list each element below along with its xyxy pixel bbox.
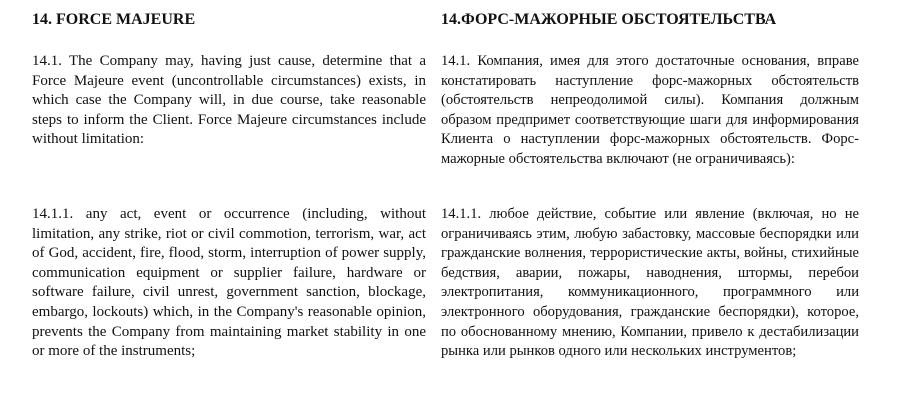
clause-14-1-1-en: 14.1.1. any act, event or occurrence (including, without limitation, any strike, riot or civil commotion, terrorism, war, act of God, accident, fire, flood, storm, interruption of power supply, communication equipment or supplier failure, hardware or software failure, civil unrest, government sanction, blockage, embargo, lockouts) which, in the Company's reasonable opinion, prevents the Company from maintaining market stability in one or more of the instruments; bbox=[32, 206, 426, 360]
section-heading-en: 14. FORCE MAJEURE bbox=[32, 11, 196, 28]
section-heading-ru: 14.ФОРС-МАЖОРНЫЕ ОБСТОЯТЕЛЬСТВА bbox=[441, 11, 777, 28]
clause-14-1-1-ru: 14.1.1. любое действие, событие или явление (включая, но не ограничиваясь этим, любую забастовку, массовые беспорядки или гражданские волнения, террористические акты, войны, стихийные бедствия, аварии, пожары, наводнения, штормы, перебои электропитания, коммуникационного, программного или электронного оборудования, гражданские беспорядки), которое, по обоснованному мнению, Компании, привело к дестабилизации рынка или рынков одного или нескольких инструментов; bbox=[441, 206, 859, 360]
clause-14-1-en: 14.1. The Company may, having just cause, determine that a Force Majeure event (uncontrollable circumstances) exists, in which case the Company will, in due course, take reasonable steps to inform the Client. Force Majeure circumstances include without limitation: bbox=[32, 53, 426, 148]
clause-14-1-ru: 14.1. Компания, имея для этого достаточные основания, вправе констатировать наступление форс-мажорных обстоятельств (обстоятельств непреодолимой силы). Компания должным образом предпримет соответствующие шаги для информирования Клиента о наступлении форс-мажорных обстоятельств. Форс-мажорные обстоятельства включают (не ограничиваясь): bbox=[441, 53, 859, 167]
